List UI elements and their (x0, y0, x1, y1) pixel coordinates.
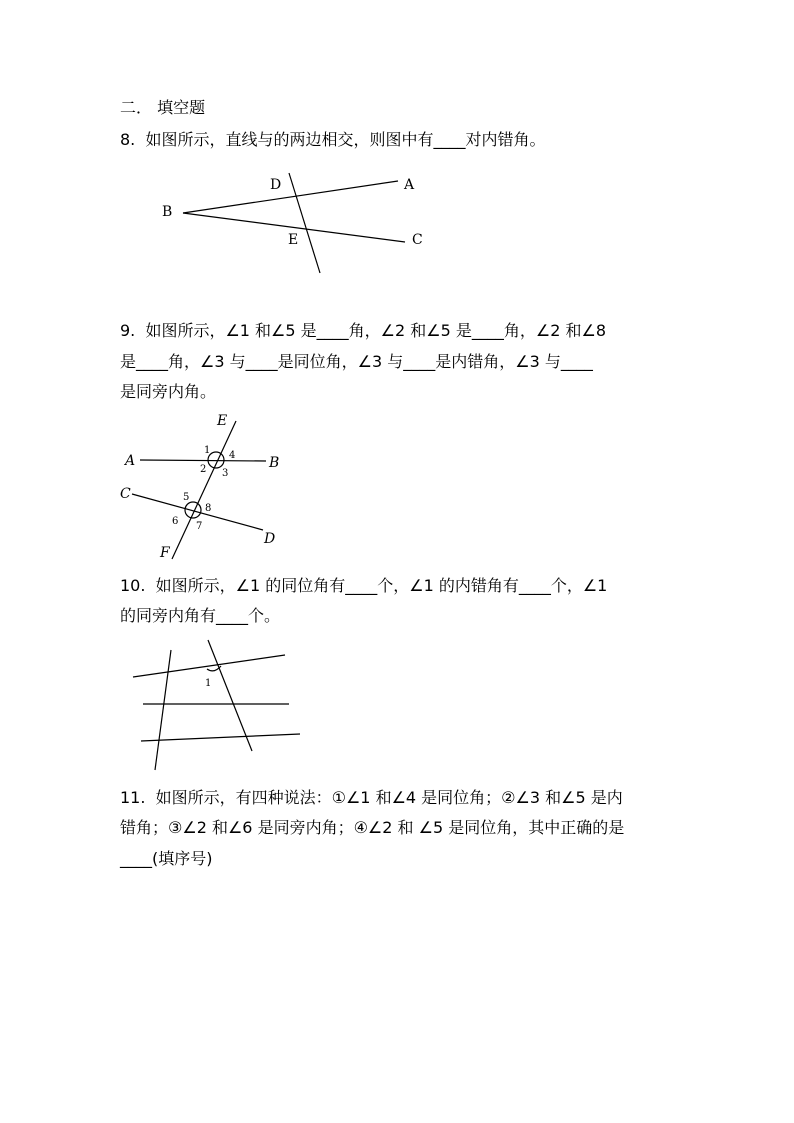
question-10-line-2: 的同旁内角有____个。 (120, 606, 281, 625)
section-title: 二． 填空题 (120, 98, 206, 117)
label-c: C (412, 232, 423, 248)
question-10-line-1: 10. 如图所示，∠1 的同位角有____个，∠1 的内错角有____个，∠1 (120, 576, 608, 595)
question-11-line-2: 错角；③∠2 和∠6 是同旁内角；④∠2 和 ∠5 是同位角，其中正确的是 (120, 818, 625, 837)
figure-q8 (150, 168, 440, 278)
question-11-line-3: ____(填序号) (120, 849, 213, 868)
label-d: D (264, 531, 276, 547)
transversal-ef (172, 421, 236, 559)
angle-label-6: 6 (172, 516, 179, 527)
angle-circle-bottom (185, 502, 201, 518)
label-d: D (270, 177, 282, 193)
label-f: F (160, 545, 170, 561)
angle-label-4: 4 (229, 450, 236, 461)
question-11-line-1: 11. 如图所示，有四种说法：①∠1 和∠4 是同位角；②∠3 和∠5 是内 (120, 788, 623, 807)
angle-label-1: 1 (204, 445, 211, 456)
transversal-de (289, 173, 320, 273)
question-9-line-1: 9. 如图所示，∠1 和∠5 是____角，∠2 和∠5 是____角，∠2 和∠8 (120, 321, 607, 340)
label-e: E (288, 232, 299, 248)
line-top (133, 655, 285, 677)
line-ab (140, 460, 266, 461)
label-c: C (120, 486, 131, 502)
transversal-right (208, 640, 252, 751)
question-9-line-3: 是同旁内角。 (120, 382, 217, 401)
angle-label-2: 2 (200, 464, 207, 475)
question-8-text: 8. 如图所示，直线与的两边相交，则图中有____对内错角。 (120, 130, 546, 149)
figure-q10 (125, 635, 310, 775)
angle-label-5: 5 (183, 492, 190, 503)
line-bottom (141, 734, 300, 741)
label-a: A (404, 177, 415, 193)
question-9-line-2: 是____角，∠3 与____是同位角，∠3 与____是内错角，∠3 与____ (120, 352, 593, 371)
angle-label-7: 7 (196, 521, 203, 532)
label-b: B (269, 455, 280, 471)
figure-q9 (115, 408, 290, 563)
line-ba (183, 181, 398, 213)
angle-label-1: 1 (205, 678, 212, 689)
angle-label-3: 3 (222, 468, 229, 479)
label-e: E (217, 413, 228, 429)
angle-label-8: 8 (205, 503, 212, 514)
label-a: A (125, 453, 136, 469)
label-b: B (162, 204, 173, 220)
transversal-left (155, 650, 171, 770)
